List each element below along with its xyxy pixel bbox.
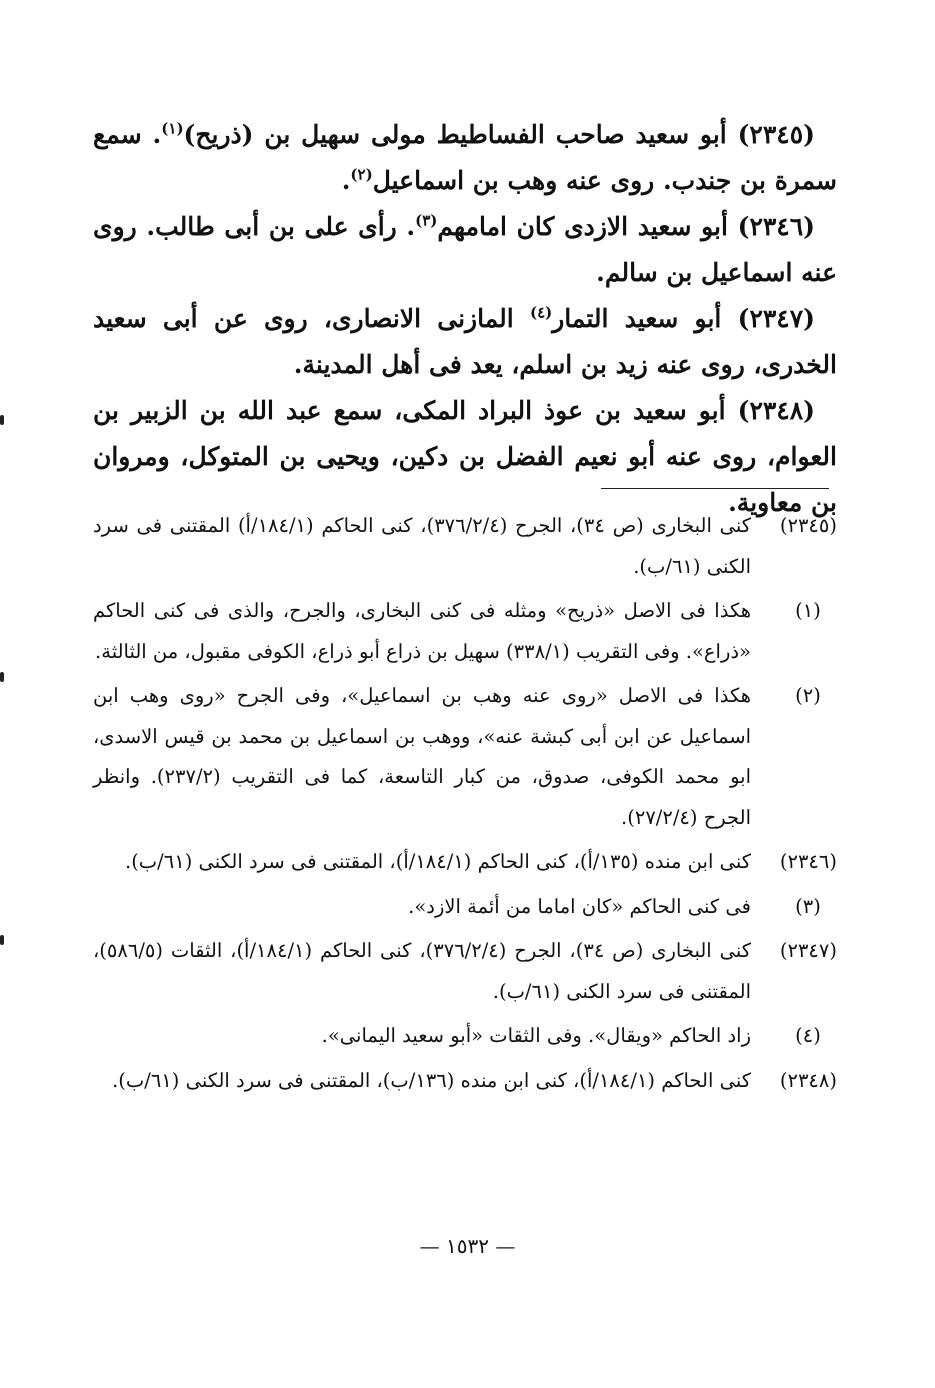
note-number: (٢٣٤٧): [779, 939, 837, 962]
main-text: [93, 112, 837, 526]
entry-text: أبو سعيد التمار: [552, 304, 722, 333]
footnote-1: [93, 591, 837, 672]
entry-number: (٢٣٤٧): [737, 304, 815, 333]
note-text: كنى ابن منده (١٣٥/أ)، كنى الحاكم (١٨٤/١/أ)، المقتنى فى سرد الكنى (٦١/ب).: [125, 850, 751, 873]
note-text: كنى الحاكم (١٨٤/١/أ)، كنى ابن منده (١٣٦/ب)، المقتنى فى سرد الكنى (٦١/ب).: [112, 1068, 751, 1092]
footnote-3: [93, 887, 837, 928]
entry-text: . رأى على بن أبى طالب. روى عنه اسماعيل بن سالم.: [93, 212, 837, 287]
entry-text: أبو سعيد الازدى كان امامهم: [437, 212, 728, 241]
scan-mark: [0, 415, 4, 425]
footnote-separator: [601, 488, 829, 489]
entry-text: أبو سعيد صاحب الفساطيط مولى سهيل بن (ذريح): [183, 120, 727, 149]
footnote-2: [93, 676, 837, 838]
entry-text: المازنى الانصارى، روى عن أبى سعيد الخدرى، روى عنه زيد بن اسلم، يعد فى أهل المدينة.: [93, 304, 837, 379]
entry-number: (٢٣٤٨): [737, 396, 815, 425]
note-2347: [93, 931, 837, 1012]
note-number: (١): [795, 599, 821, 622]
note-text: زاد الحاكم «ويقال». وفى الثقات «أبو سعيد اليمانى».: [321, 1024, 751, 1047]
note-number: (٣): [795, 894, 821, 918]
entry-number: (٢٣٤٥): [737, 120, 815, 149]
scan-mark: [0, 935, 4, 945]
entry-2345: [93, 112, 837, 204]
footnote-ref: (١): [161, 119, 184, 138]
note-text: هكذا فى الاصل «ذريح» ومثله فى كنى البخارى، والجرح، والذى فى كنى الحاكم «ذراع». وفى التقريب (٣٣٨/١) سهيل بن ذراع أبو ذراع، الكوفى مقبول، من الثالثة.: [93, 599, 751, 663]
entry-2347: [93, 296, 837, 388]
note-2346: [93, 842, 837, 883]
page-number: — ١٥٣٢ —: [419, 1234, 516, 1258]
footnotes: [93, 506, 837, 1105]
note-2345: [93, 506, 837, 587]
entry-text: .: [341, 166, 351, 195]
footnote-ref: (٤): [529, 303, 553, 322]
scan-mark: [0, 672, 4, 682]
note-number: (٢): [795, 684, 821, 707]
note-number: (٢٣٤٥): [779, 514, 837, 537]
footnote-4: [93, 1016, 837, 1057]
entry-text: . سمع سمرة بن جندب. روى عنه وهب بن اسماعيل: [93, 120, 837, 195]
note-number: (٢٣٤٦): [779, 850, 837, 873]
note-text: هكذا فى الاصل «روى عنه وهب بن اسماعيل»، وفى الجرح «روى وهب ابن اسماعيل عن ابن أبى كبشة عنه»، ووهب بن اسماعيل بن محمد بن قيس الاسدى، ابو محمد الكوفى، صدوق، من كبار التاسعة، كما فى التقريب (٢٣٧/٢). وانظر الجرح (٢٧/٢/٤).: [93, 684, 751, 829]
entry-number: (٢٣٤٦): [737, 212, 815, 241]
note-number: (٤): [795, 1024, 821, 1047]
note-text: كنى البخارى (ص ٣٤)، الجرح (٣٧٦/٢/٤)، كنى الحاكم (١٨٤/١/أ) المقتنى فى سرد الكنى (٦١/ب).: [93, 514, 752, 578]
note-text: كنى البخارى (ص ٣٤)، الجرح (٣٧٦/٢/٤)، كنى الحاكم (١٨٤/١/أ)، الثقات (٥٨٦/٥)، المقتنى فى سرد الكنى (٦١/ب).: [93, 939, 751, 1003]
entry-text: أبو سعيد بن عوذ البراد المكى، سمع عبد الله بن الزبير بن العوام، روى عنه أبو نعيم الفضل بن دكين، ويحيى بن المتوكل، ومروان بن معاوية.: [93, 396, 837, 517]
note-text: فى كنى الحاكم «كان اماما من أئمة الازد».: [408, 894, 751, 918]
note-2348: [93, 1061, 837, 1102]
entry-2346: [93, 204, 837, 296]
footnote-ref: (٢): [350, 165, 373, 184]
footnote-ref: (٣): [415, 211, 438, 230]
note-number: (٢٣٤٨): [779, 1068, 837, 1092]
